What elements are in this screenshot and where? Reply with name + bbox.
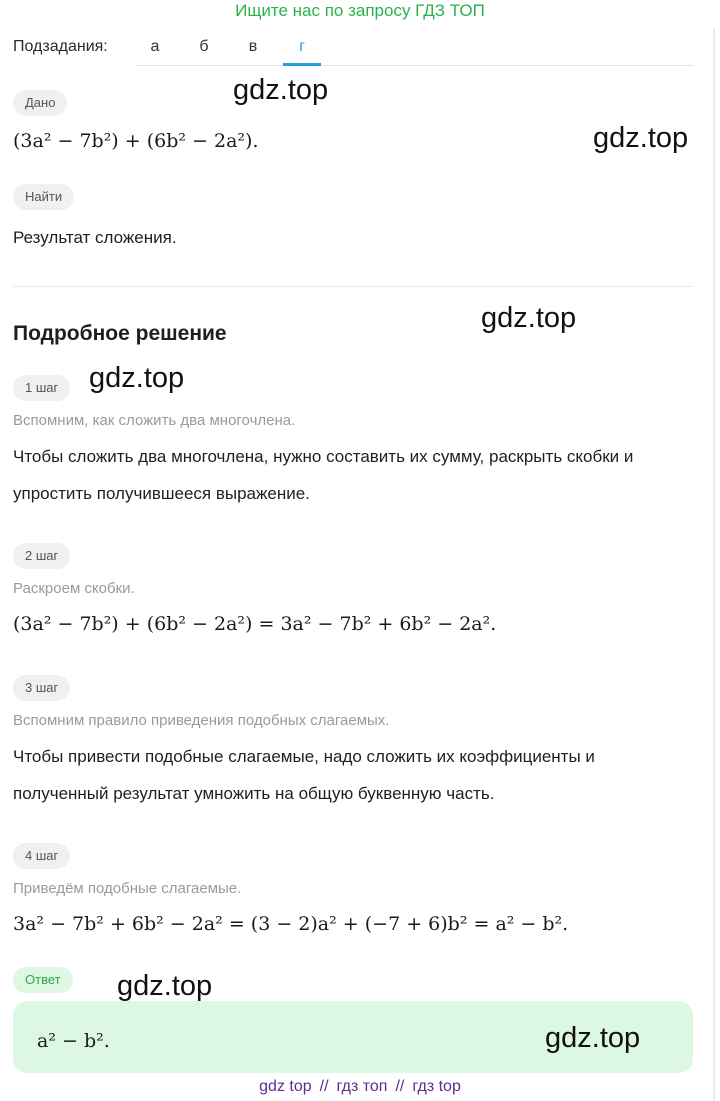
given-expression: (3a² − 7b²) + (6b² − 2a²). <box>13 130 259 152</box>
watermark: gdz.top <box>545 1022 641 1054</box>
tab-v[interactable]: в <box>248 38 258 55</box>
answer-badge: Ответ <box>13 967 73 993</box>
watermark: gdz.top <box>233 74 329 106</box>
footer-separator: // <box>395 1078 405 1095</box>
step-1-badge: 1 шаг <box>13 375 70 401</box>
step-2-hint: Раскроем скобки. <box>13 580 135 597</box>
footer-separator: // <box>319 1078 329 1095</box>
active-tab-indicator <box>283 63 321 66</box>
solution-title: Подробное решение <box>13 322 227 345</box>
step-3-text-line-2: полученный результат умножить на общую буквенную часть. <box>13 784 495 803</box>
step-2-badge: 2 шаг <box>13 543 70 569</box>
step-3-badge: 3 шаг <box>13 675 70 701</box>
step-1-hint: Вспомним, как сложить два многочлена. <box>13 412 296 429</box>
given-badge: Дано <box>13 90 67 116</box>
find-text: Результат сложения. <box>13 228 177 247</box>
tab-b[interactable]: б <box>199 38 209 55</box>
top-banner: Ищите нас по запросу ГДЗ ТОП <box>235 1 485 20</box>
step-2-expression: (3a² − 7b²) + (6b² − 2a²) = 3a² − 7b² + 6b² − 2a². <box>13 613 497 635</box>
watermark: gdz.top <box>593 122 689 154</box>
step-1-text-line-1: Чтобы сложить два многочлена, нужно составить их сумму, раскрыть скобки и <box>13 447 634 466</box>
watermark: gdz.top <box>117 970 213 1002</box>
subtasks-label: Подзадания: <box>13 38 108 55</box>
step-3-hint: Вспомним правило приведения подобных слагаемых. <box>13 712 390 729</box>
watermark: gdz.top <box>481 302 577 334</box>
step-4-expression: 3a² − 7b² + 6b² − 2a² = (3 − 2)a² + (−7 + 6)b² = a² − b². <box>13 913 569 935</box>
answer-expression: a² − b². <box>37 1030 110 1052</box>
step-3-text-line-1: Чтобы привести подобные слагаемые, надо сложить их коэффициенты и <box>13 747 595 766</box>
watermark: gdz.top <box>89 362 185 394</box>
section-divider <box>13 286 693 287</box>
footer-link[interactable]: гдз топ <box>336 1078 388 1095</box>
footer-links <box>0 1077 720 1097</box>
footer-link[interactable]: гдз top <box>412 1078 461 1095</box>
find-badge: Найти <box>13 184 74 210</box>
footer-link[interactable]: gdz top <box>259 1078 312 1095</box>
tab-g[interactable]: г <box>299 38 305 55</box>
step-1-text-line-2: упростить получившееся выражение. <box>13 484 310 503</box>
step-4-hint: Приведём подобные слагаемые. <box>13 880 242 897</box>
tab-a[interactable]: а <box>150 38 160 55</box>
tabs-divider <box>136 65 694 66</box>
step-4-badge: 4 шаг <box>13 843 70 869</box>
scrollbar-track[interactable] <box>713 28 715 1101</box>
